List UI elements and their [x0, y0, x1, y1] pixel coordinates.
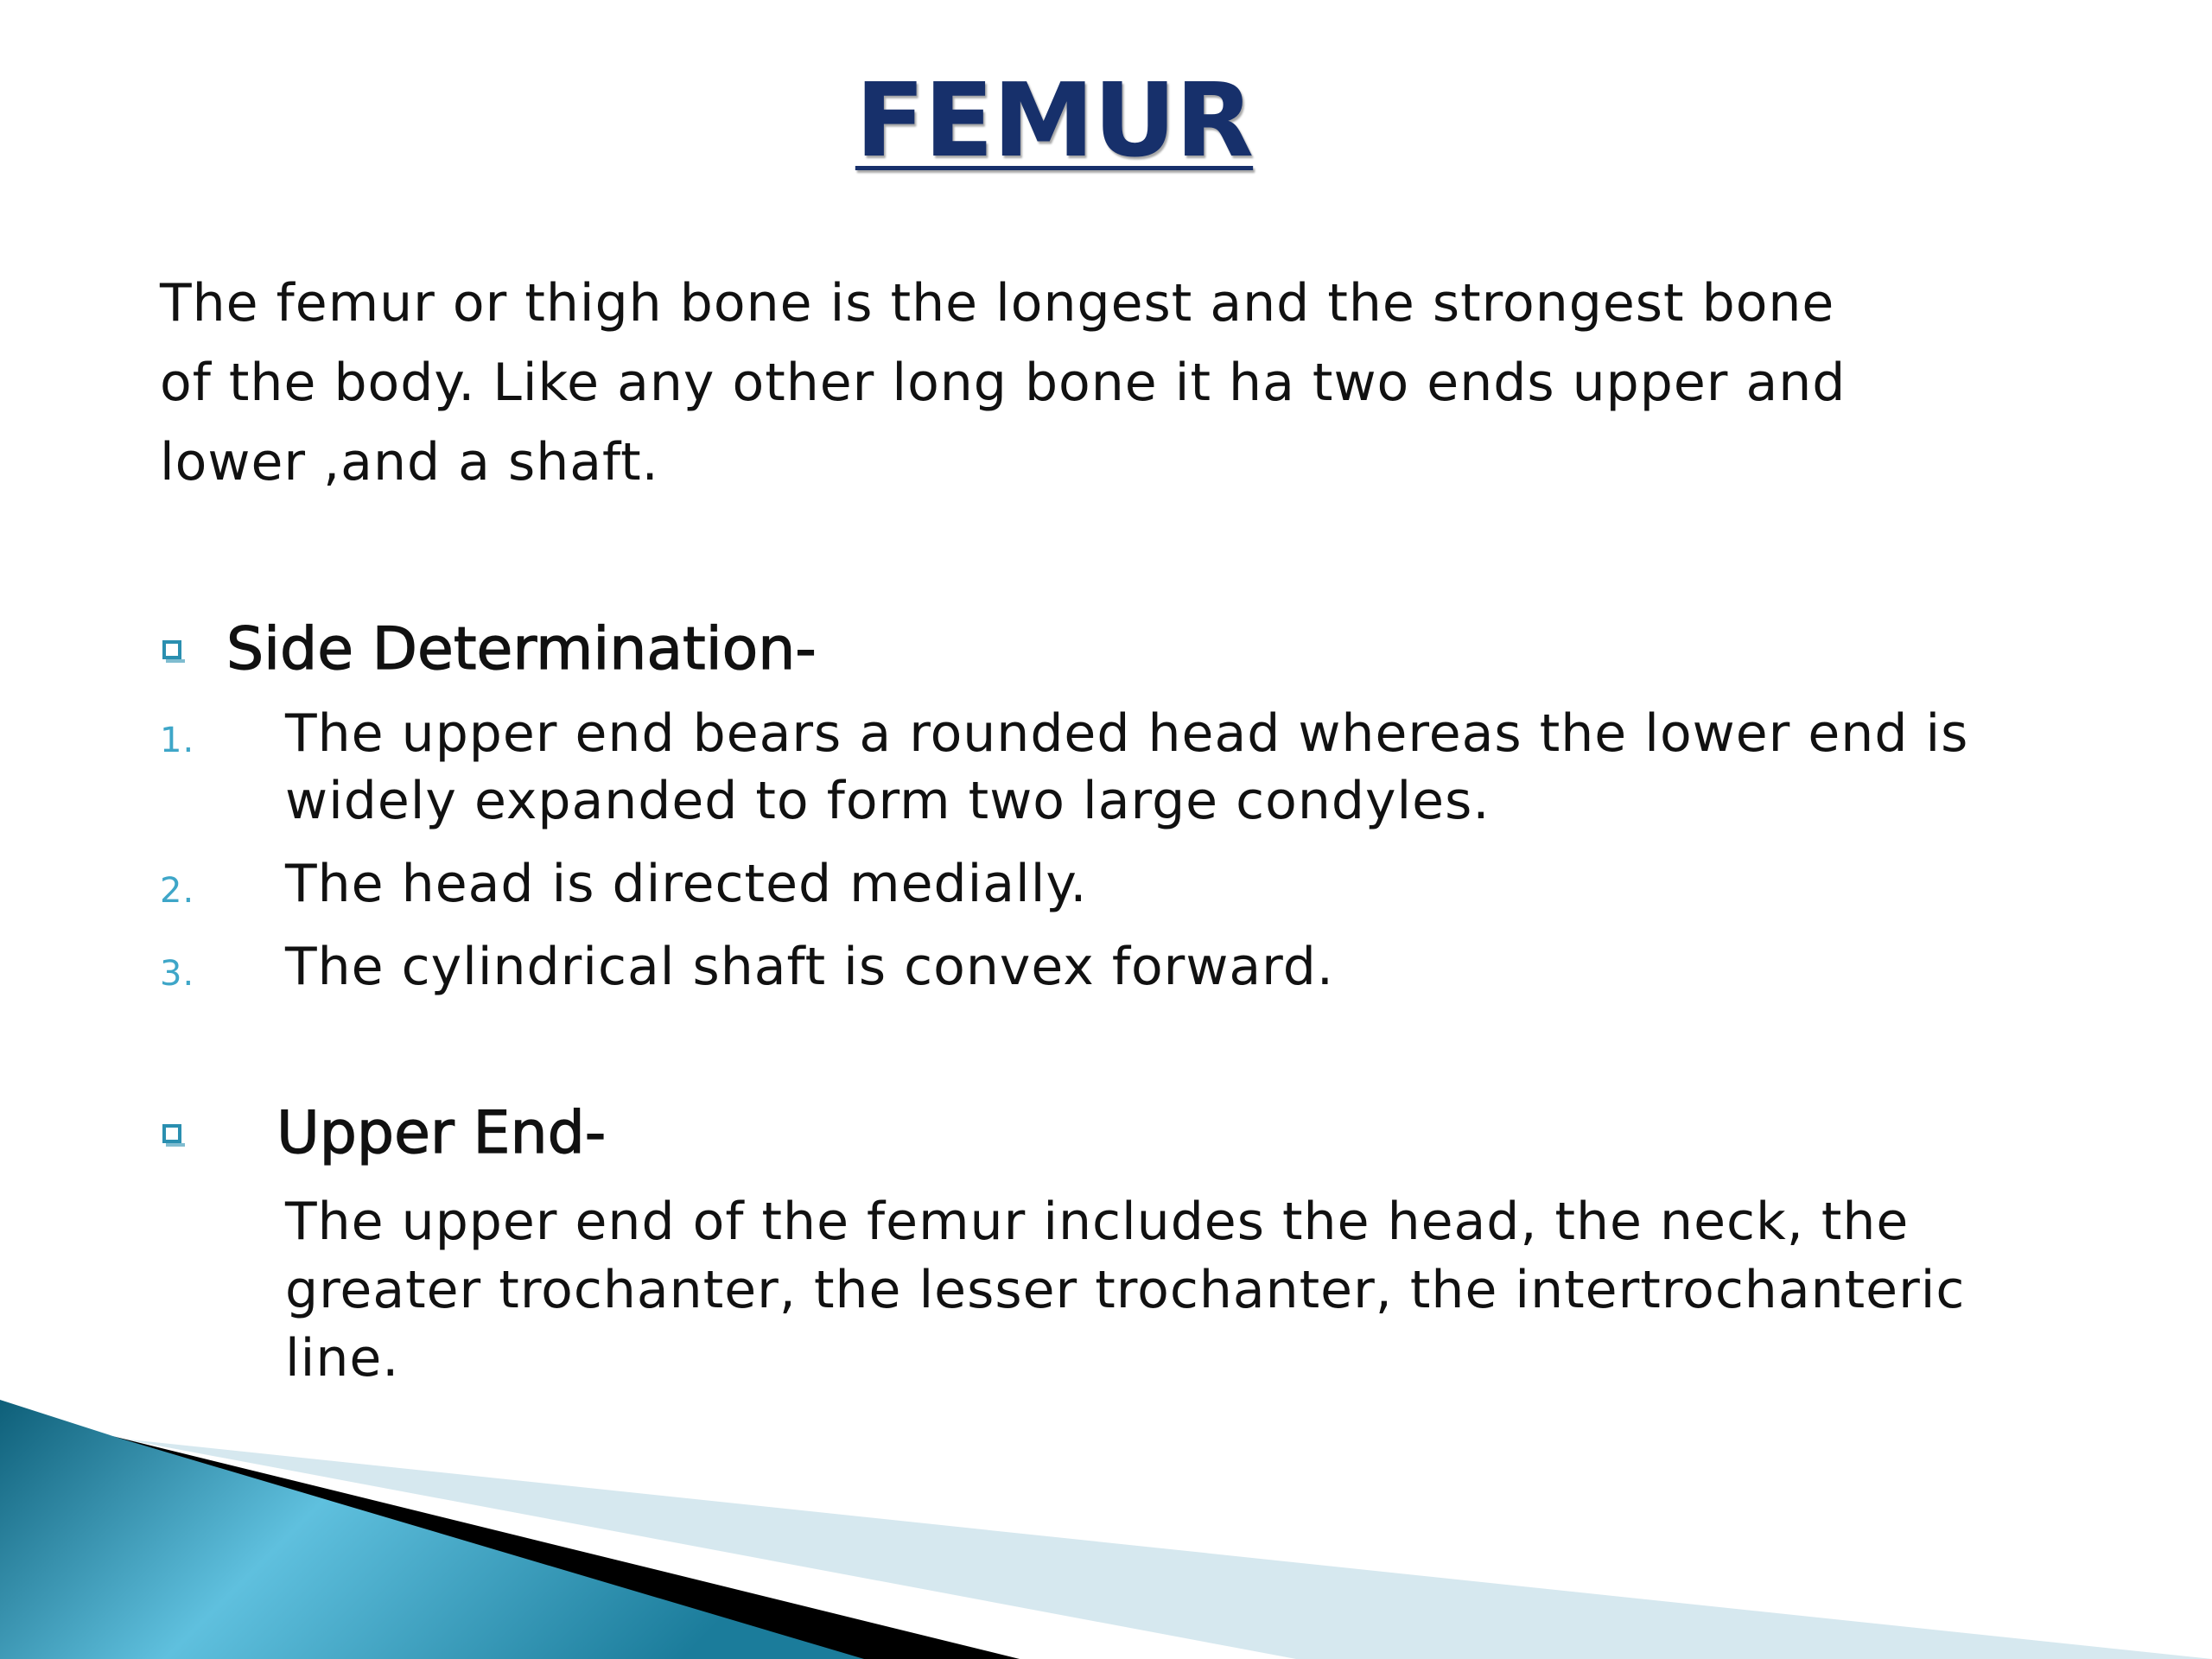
- list-item-number: 3.: [160, 954, 195, 994]
- section-heading-label: Side Determination-: [226, 615, 817, 683]
- list-item-number: 2.: [160, 871, 195, 911]
- list-item-text: The upper end bears a rounded head whereas the lower end is widely expanded to form two large condyles.: [285, 703, 1969, 831]
- section-heading-label: Upper End-: [276, 1099, 607, 1167]
- intro-line: of the body. Like any other long bone it ha two ends upper and: [160, 353, 1847, 413]
- upper-end-paragraph: The upper end of the femur includes the head, the neck, the greater trochanter, the lesser trochanter, the intertrochanteric line.: [285, 1192, 1966, 1389]
- list-item-number: 1.: [160, 721, 195, 760]
- intro-line: lower ,and a shaft.: [160, 432, 659, 493]
- intro-line: The femur or thigh bone is the longest and the strongest bone: [160, 273, 1835, 334]
- slide-title-text: FEMUR: [855, 60, 1254, 180]
- list-item-text: The head is directed medially.: [285, 854, 1088, 914]
- list-item-text: The cylindrical shaft is convex forward.: [285, 937, 1334, 997]
